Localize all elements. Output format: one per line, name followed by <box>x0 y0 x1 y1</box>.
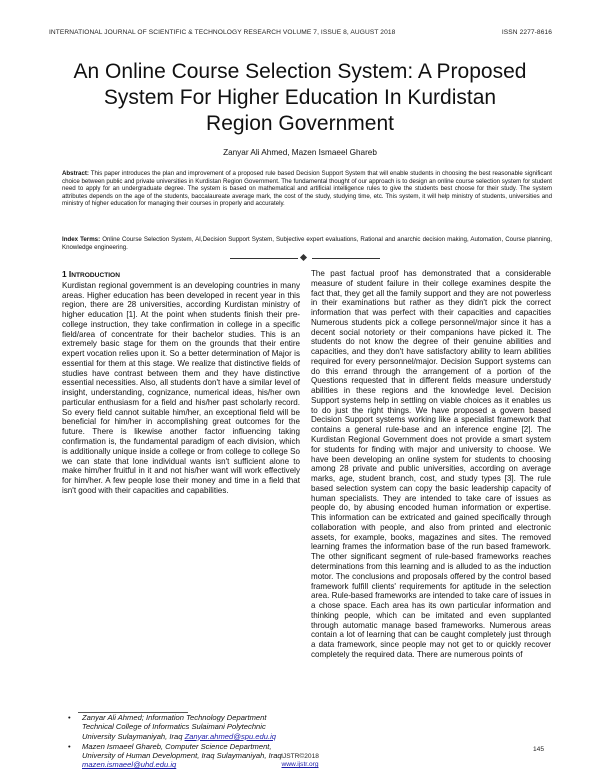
page-number: 145 <box>532 746 544 753</box>
footnote-item: • Mazen Ismaeel Ghareb, Computer Science Department, University of Human Development, Iraq Sulaymaniyah, Iraq mazen.ismaeel@uhd.edu.iq <box>68 741 282 770</box>
abstract <box>62 170 552 208</box>
abstract-text: This paper introduces the plan and improvement of a proposed rule based Decision Support System that will enable students in choosing the best reasonable significant choice between public and private universities in Kurdistan Region Government. The fundamental thought of our approach is to design an online course selection system for student need to apply for an undergraduate degree. The system is based on mathematical and artificial intelligence rules to give the students best choose for their study. The system attributes depends on the age of the students, baccalaureate average mark, the cost of the study, studying time, etc. This system, it will help ministry of students, universities and ministry of higher education for managing their courses in properly and accurately. <box>62 170 552 208</box>
index-terms-text: Online Course Selection System, AI,Decision Support System, Subjective expert evaluations, Rational and anarchic decision making, Automation, Course planning, Knowledge engineering. <box>62 236 552 251</box>
page-footer <box>0 753 600 769</box>
diamond-icon <box>300 254 307 261</box>
copyright: IJSTR©2018 <box>281 753 319 760</box>
paper-title: An Online Course Selection System: A Proposed System For Higher Education In Kurdistan Region Government <box>73 60 527 135</box>
index-terms <box>62 236 552 251</box>
journal-url-link[interactable]: www.ijstr.org <box>281 761 319 768</box>
author-email-link[interactable]: Zanyar.ahmed@spu.edu.iq <box>184 731 276 741</box>
footnote-item: • Zanyar Ali Ahmed; Information Technology Department Technical College of Informatics Sulaimani Polytechnic University Sulaymaniyah, Iraq Zanyar.ahmed@spu.edu.iq <box>68 713 276 741</box>
right-column <box>311 269 551 660</box>
paper-authors: Zanyar Ali Ahmed, Mazen Ismaeel Ghareb <box>223 148 377 157</box>
intro-paragraph: Kurdistan regional government is an developing countries in many areas. Higher education has been developed in recent year in this region, there are 28 universities, according Kurdistan ministry of higher education [1]. At the point when students finish their pre-college instruction, they take confirmation in college in a specific field/area of concentrate for their bachelor studies. This is an extremely basic stage for them on the grounds that their entire expert vocation relies upon it. So a better determination of Major is essential for them at this stage. We realize that distinctive fields of studies have contrast between them and they have distinctive essential necessities. Also, all students don't have a similar level of insight, understanding, cognizance, numerical ideas, his/her own particular enthusiasm for a field and his/her past scholarly record. So every field cannot suitable him/her, an exceptional field will be beneficial for him/her in accomplishing great outcomes for the future. There is likewise another factor influencing taking confirmation is, the fundamental paradigm of each division, which is additionally unique inside a college or from college to college So we can state that lone individual wants isn't sufficient alone to make him/her fruitful in it and not his/her want will work effectively for him/her. A few people lose their money and time in a field that isn't good with their capacities and capabilities. <box>62 280 300 495</box>
body-paragraph: The past factual proof has demonstrated that a considerable measure of student failure in their college examines despite the fact that, they get all the family support and they are not powerless in their examinations but rather as they didn't pick the correct information that was perfect with their capacities and capacities Numerous students pick a college personnel/major since it has a decent social notoriety or their companions have picked it. The students do not know the degree of their genuine abilities and capacities, and they don't have satisfactory ability to learn abilities required for every personnel/major. Decision Support systems can do this errand through the arrangement of a portion of the Questions requested that in different fields measure understudy abilities in these regions and the knowledge level. Decision Support systems help in settling on viable choices as it enables us to do just the right things. We have proposed a govern based Decision Support systems working like a specialist framework that contains a general rule-base and an inference engine [2]. The Kurdistan Regional Government does not provide a smart system for students for finding with major and university to choose. We have been developing an online system for students to choosing among 28 private and public universities, according on average marks, age, student branch, cost, and study types [3]. The rule based selection system can copy the basic leadership capacity of human specialists. They are intended to take care of issues as people do, by abusing encoded human information or expertise. This information can be extricated and gained specifically through collaboration with people, and also from printed and electronic assets, for example, books, magazines and sites. The removed learning frames the information base of the run based framework. The other significant segment of rule-based frameworks reaches determinations from this learning and is alluded to as the induction motor. The conclusions and proposals offered by the control based framework fulfill clients' requirements for aptitude in the selection area. Rule-based frameworks are intended to take care of issues in a chose space. Each area has its own particular information and thinking people, which can be imitated and even supplanted through automatic manage based frameworks. Numerous areas contain a lot of learning that can be caught completely just through a data framework, since people may not get to or quickly recover completely the required data. There are numerous points of <box>311 269 551 659</box>
abstract-label: Abstract: <box>62 170 89 177</box>
issn-header: ISSN 2277-8616 <box>501 29 552 36</box>
index-terms-label: Index Terms: <box>62 236 101 243</box>
journal-header: INTERNATIONAL JOURNAL OF SCIENTIFIC & TECHNOLOGY RESEARCH VOLUME 7, ISSUE 8, AUGUST 2018 <box>49 29 396 36</box>
section-divider <box>230 255 380 261</box>
author-email-link[interactable]: mazen.ismaeel@uhd.edu.iq <box>82 760 177 770</box>
left-column <box>62 270 300 496</box>
section-heading: 1 INTRODUCTION <box>62 269 120 279</box>
